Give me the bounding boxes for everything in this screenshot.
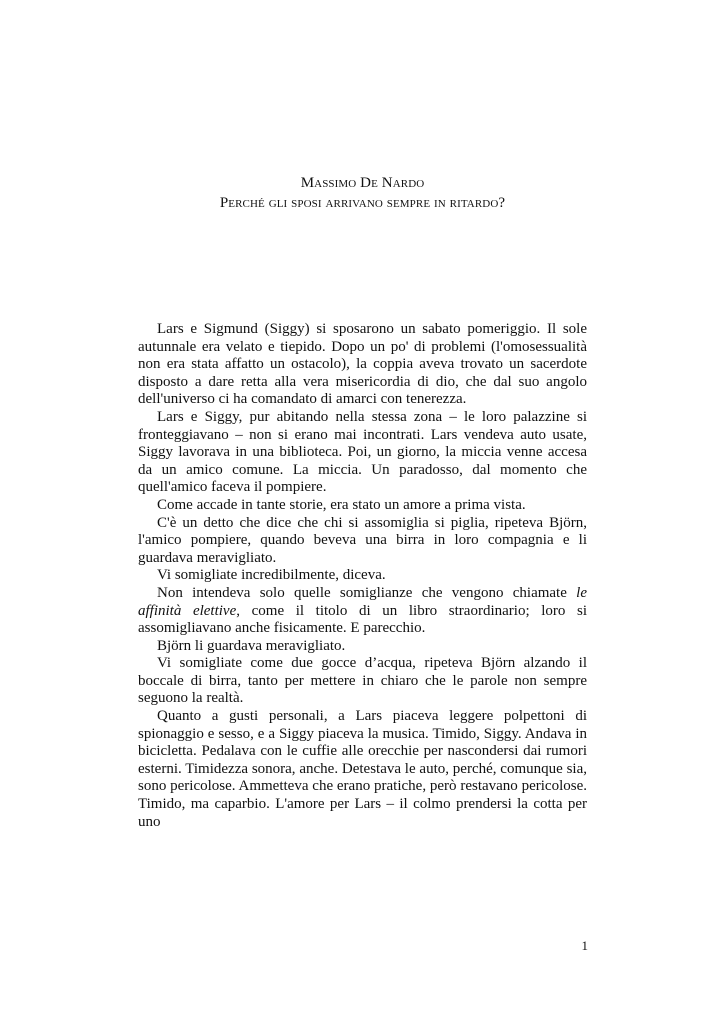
paragraph-6-before: Non intendeva solo quelle somiglianze che vengono chiamate (157, 584, 577, 601)
paragraph-7: Björn li guardava meravigliato. (157, 637, 346, 654)
paragraph-3: Come accade in tante storie, era stato un amore a prima vista. (157, 496, 526, 513)
paragraph-1: Lars e Sigmund (Siggy) si sposarono un sabato pomeriggio. Il sole autunnale era velato e tiepido. Dopo un po' di problemi (l'omosessualità non era stata affatto un ostacolo), la coppia aveva trovato un sacerdote disposto a dare retta alla vera misericordia di dio, che dal suo angolo dell'universo ci ha comandato di amarci con tenerezza. (138, 321, 587, 408)
paragraph-6-after: , come il titolo di un libro straordinario; loro si assomigliavano anche fisicamente. E parecchio. (138, 602, 588, 637)
paragraph-6 (138, 585, 587, 638)
paragraph-9: Quanto a gusti personali, a Lars piaceva leggere polpettoni di spionaggio e sesso, e a Siggy piaceva la musica. Timido, Siggy. Andava in bicicletta. Pedalava con le cuffie alle orecchie per nascondersi dai rumori esterni. Timidezza sonora, anche. Detestava le auto, perché, comunque sia, sono pericolose. Ammetteva che erano pratiche, però restavano pericolose. Timido, ma caparbio. L'amore per Lars – il colmo prendersi la cotta per uno (138, 708, 587, 830)
book-title-italic: le affinità elettive (138, 584, 587, 619)
paragraph-8: Vi somigliate come due gocce d’acqua, ripeteva Björn alzando il boccale di birra, tanto per mettere in chiaro che le parole non sempre seguono la realtà. (138, 655, 587, 707)
story-title: Perché gli sposi arrivano sempre in ritardo? (219, 195, 506, 211)
paragraph-4: C'è un detto che dice che chi si assomiglia si piglia, ripeteva Björn, l'amico pompiere, quando beveva una birra in loro compagnia e li guardava meravigliato. (138, 514, 587, 566)
page-number: 1 (581, 938, 588, 953)
paragraph-2: Lars e Siggy, pur abitando nella stessa zona – le loro palazzine si fronteggiavano – non si erano mai incontrati. Lars vendeva auto usate, Siggy lavorava in una biblioteca. Poi, un giorno, la miccia venne accesa da un amico comune. La miccia. Un paradosso, dal momento che quell'amico faceva il pompiere. (138, 408, 587, 496)
paragraph-5: Vi somigliate incredibilmente, diceva. (157, 567, 386, 584)
story-body (138, 321, 587, 831)
title-block (0, 173, 725, 213)
author-name: Massimo De Nardo (300, 175, 425, 191)
